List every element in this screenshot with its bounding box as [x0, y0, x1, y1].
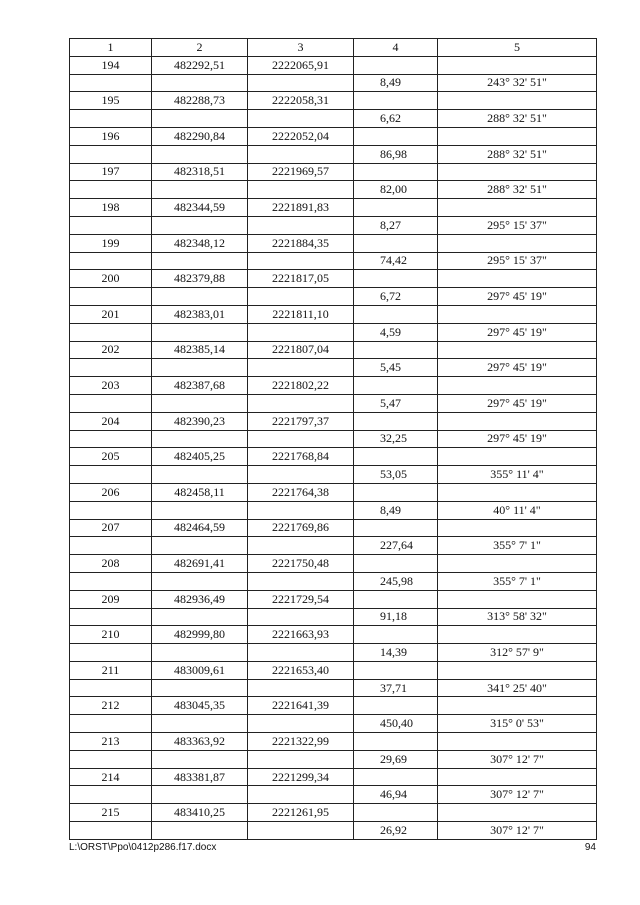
- cell-x-coordinate: 482383,01: [152, 305, 248, 323]
- table-row: [70, 572, 597, 590]
- cell-y-coordinate: [248, 715, 354, 733]
- cell-bearing: [438, 768, 597, 786]
- cell-bearing: 288° 32' 51": [438, 181, 597, 199]
- cell-point-number: [70, 572, 152, 590]
- cell-distance: [354, 377, 438, 395]
- cell-bearing: 40° 11' 4": [438, 501, 597, 519]
- cell-distance: 245,98: [354, 572, 438, 590]
- cell-distance: [354, 519, 438, 537]
- cell-y-coordinate: 2221261,95: [248, 804, 354, 822]
- table-row: [70, 74, 597, 92]
- cell-x-coordinate: 482458,11: [152, 483, 248, 501]
- cell-bearing: 297° 45' 19": [438, 288, 597, 306]
- cell-bearing: [438, 341, 597, 359]
- cell-y-coordinate: [248, 145, 354, 163]
- cell-y-coordinate: [248, 750, 354, 768]
- cell-y-coordinate: [248, 359, 354, 377]
- cell-point-number: 215: [70, 804, 152, 822]
- table-row: [70, 145, 597, 163]
- table-row: [70, 448, 597, 466]
- cell-x-coordinate: [152, 537, 248, 555]
- cell-x-coordinate: [152, 644, 248, 662]
- cell-distance: 14,39: [354, 644, 438, 662]
- cell-bearing: [438, 590, 597, 608]
- cell-point-number: [70, 644, 152, 662]
- table-row: [70, 608, 597, 626]
- cell-x-coordinate: 482387,68: [152, 377, 248, 395]
- cell-bearing: 288° 32' 51": [438, 110, 597, 128]
- cell-x-coordinate: [152, 715, 248, 733]
- cell-x-coordinate: 482318,51: [152, 163, 248, 181]
- table-row: [70, 127, 597, 145]
- cell-y-coordinate: [248, 572, 354, 590]
- cell-x-coordinate: 482385,14: [152, 341, 248, 359]
- cell-y-coordinate: [248, 786, 354, 804]
- table-row: [70, 661, 597, 679]
- cell-point-number: 212: [70, 697, 152, 715]
- cell-point-number: 199: [70, 234, 152, 252]
- cell-y-coordinate: [248, 323, 354, 341]
- cell-y-coordinate: 2222052,04: [248, 127, 354, 145]
- cell-distance: 82,00: [354, 181, 438, 199]
- cell-bearing: [438, 733, 597, 751]
- cell-x-coordinate: 482379,88: [152, 270, 248, 288]
- table-row: [70, 234, 597, 252]
- cell-y-coordinate: [248, 394, 354, 412]
- table-row: [70, 305, 597, 323]
- column-header-3: 3: [248, 39, 354, 57]
- cell-y-coordinate: [248, 181, 354, 199]
- cell-x-coordinate: [152, 216, 248, 234]
- cell-distance: [354, 412, 438, 430]
- cell-x-coordinate: 483381,87: [152, 768, 248, 786]
- footer-file-path: L:\ORST\Ppo\0412p286.f17.docx: [69, 842, 217, 853]
- table-row: [70, 288, 597, 306]
- cell-point-number: [70, 394, 152, 412]
- cell-point-number: 209: [70, 590, 152, 608]
- cell-x-coordinate: 482348,12: [152, 234, 248, 252]
- cell-distance: [354, 448, 438, 466]
- cell-y-coordinate: [248, 466, 354, 484]
- cell-distance: 29,69: [354, 750, 438, 768]
- cell-distance: [354, 92, 438, 110]
- cell-y-coordinate: 2221817,05: [248, 270, 354, 288]
- cell-point-number: 196: [70, 127, 152, 145]
- cell-y-coordinate: [248, 501, 354, 519]
- cell-point-number: 198: [70, 199, 152, 217]
- cell-point-number: [70, 216, 152, 234]
- cell-bearing: 295° 15' 37": [438, 216, 597, 234]
- cell-bearing: [438, 555, 597, 573]
- cell-x-coordinate: [152, 608, 248, 626]
- cell-point-number: 208: [70, 555, 152, 573]
- cell-x-coordinate: [152, 252, 248, 270]
- cell-y-coordinate: [248, 252, 354, 270]
- table-row: [70, 768, 597, 786]
- cell-x-coordinate: [152, 394, 248, 412]
- cell-x-coordinate: [152, 323, 248, 341]
- cell-y-coordinate: 2222058,31: [248, 92, 354, 110]
- cell-x-coordinate: 482290,84: [152, 127, 248, 145]
- cell-x-coordinate: 482344,59: [152, 199, 248, 217]
- cell-bearing: 297° 45' 19": [438, 323, 597, 341]
- cell-bearing: 297° 45' 19": [438, 359, 597, 377]
- table-row: [70, 519, 597, 537]
- coordinates-table: [69, 38, 597, 840]
- cell-bearing: 297° 45' 19": [438, 430, 597, 448]
- cell-point-number: [70, 466, 152, 484]
- cell-y-coordinate: 2221884,35: [248, 234, 354, 252]
- table-row: [70, 323, 597, 341]
- cell-bearing: [438, 626, 597, 644]
- cell-x-coordinate: [152, 74, 248, 92]
- table-row: [70, 359, 597, 377]
- table-row: [70, 252, 597, 270]
- cell-point-number: [70, 359, 152, 377]
- cell-bearing: [438, 92, 597, 110]
- cell-y-coordinate: 2221653,40: [248, 661, 354, 679]
- table-row: [70, 644, 597, 662]
- table-row: [70, 181, 597, 199]
- cell-bearing: 243° 32' 51": [438, 74, 597, 92]
- cell-point-number: 204: [70, 412, 152, 430]
- table-row: [70, 501, 597, 519]
- cell-distance: [354, 555, 438, 573]
- cell-point-number: 194: [70, 56, 152, 74]
- cell-x-coordinate: [152, 359, 248, 377]
- cell-bearing: 307° 12' 7": [438, 786, 597, 804]
- cell-point-number: [70, 110, 152, 128]
- table-row: [70, 555, 597, 573]
- cell-distance: [354, 768, 438, 786]
- cell-bearing: [438, 448, 597, 466]
- cell-y-coordinate: 2221764,38: [248, 483, 354, 501]
- cell-distance: 6,62: [354, 110, 438, 128]
- cell-distance: [354, 626, 438, 644]
- cell-y-coordinate: 2221969,57: [248, 163, 354, 181]
- cell-bearing: 307° 12' 7": [438, 750, 597, 768]
- cell-y-coordinate: 2221729,54: [248, 590, 354, 608]
- table-row: [70, 412, 597, 430]
- cell-distance: [354, 804, 438, 822]
- cell-point-number: [70, 501, 152, 519]
- cell-point-number: 211: [70, 661, 152, 679]
- cell-distance: 32,25: [354, 430, 438, 448]
- cell-bearing: [438, 127, 597, 145]
- cell-x-coordinate: 482999,80: [152, 626, 248, 644]
- cell-bearing: [438, 270, 597, 288]
- cell-x-coordinate: [152, 822, 248, 840]
- cell-y-coordinate: 2221891,83: [248, 199, 354, 217]
- cell-point-number: 213: [70, 733, 152, 751]
- cell-y-coordinate: 2221797,37: [248, 412, 354, 430]
- table-row: [70, 466, 597, 484]
- cell-bearing: 297° 45' 19": [438, 394, 597, 412]
- table-row: [70, 341, 597, 359]
- cell-y-coordinate: 2221811,10: [248, 305, 354, 323]
- cell-y-coordinate: [248, 679, 354, 697]
- cell-y-coordinate: 2222065,91: [248, 56, 354, 74]
- cell-distance: 37,71: [354, 679, 438, 697]
- cell-point-number: 203: [70, 377, 152, 395]
- cell-distance: [354, 163, 438, 181]
- cell-bearing: [438, 377, 597, 395]
- cell-bearing: 315° 0' 53": [438, 715, 597, 733]
- cell-y-coordinate: 2221299,34: [248, 768, 354, 786]
- cell-distance: [354, 199, 438, 217]
- cell-point-number: 205: [70, 448, 152, 466]
- cell-x-coordinate: 482390,23: [152, 412, 248, 430]
- cell-distance: 4,59: [354, 323, 438, 341]
- cell-point-number: [70, 750, 152, 768]
- cell-distance: 86,98: [354, 145, 438, 163]
- cell-bearing: [438, 234, 597, 252]
- cell-point-number: [70, 537, 152, 555]
- footer-page-number: 94: [584, 842, 596, 853]
- cell-x-coordinate: [152, 786, 248, 804]
- cell-point-number: [70, 786, 152, 804]
- cell-bearing: 355° 11' 4": [438, 466, 597, 484]
- cell-x-coordinate: [152, 750, 248, 768]
- table-row: [70, 92, 597, 110]
- cell-distance: 5,45: [354, 359, 438, 377]
- cell-distance: 8,27: [354, 216, 438, 234]
- table-row: [70, 786, 597, 804]
- cell-bearing: 307° 12' 7": [438, 822, 597, 840]
- cell-x-coordinate: [152, 145, 248, 163]
- cell-bearing: [438, 305, 597, 323]
- cell-x-coordinate: 483009,61: [152, 661, 248, 679]
- cell-bearing: [438, 56, 597, 74]
- cell-x-coordinate: [152, 110, 248, 128]
- cell-point-number: 210: [70, 626, 152, 644]
- table-row: [70, 430, 597, 448]
- cell-x-coordinate: 482464,59: [152, 519, 248, 537]
- cell-distance: 91,18: [354, 608, 438, 626]
- cell-point-number: 195: [70, 92, 152, 110]
- cell-point-number: [70, 181, 152, 199]
- cell-point-number: [70, 608, 152, 626]
- cell-distance: [354, 270, 438, 288]
- cell-y-coordinate: 2221663,93: [248, 626, 354, 644]
- table-row: [70, 697, 597, 715]
- column-header-1: 1: [70, 39, 152, 57]
- table-row: [70, 56, 597, 74]
- cell-x-coordinate: [152, 679, 248, 697]
- cell-bearing: 341° 25' 40": [438, 679, 597, 697]
- cell-bearing: 312° 57' 9": [438, 644, 597, 662]
- cell-point-number: [70, 145, 152, 163]
- cell-distance: [354, 56, 438, 74]
- table-row: [70, 110, 597, 128]
- cell-y-coordinate: 2221641,39: [248, 697, 354, 715]
- cell-y-coordinate: 2221807,04: [248, 341, 354, 359]
- cell-distance: 227,64: [354, 537, 438, 555]
- cell-point-number: [70, 288, 152, 306]
- table-row: [70, 199, 597, 217]
- cell-distance: 8,49: [354, 74, 438, 92]
- cell-bearing: [438, 519, 597, 537]
- table-row: [70, 483, 597, 501]
- cell-bearing: [438, 661, 597, 679]
- cell-bearing: [438, 697, 597, 715]
- table-row: [70, 822, 597, 840]
- cell-y-coordinate: 2221750,48: [248, 555, 354, 573]
- cell-distance: [354, 483, 438, 501]
- cell-y-coordinate: [248, 537, 354, 555]
- column-header-2: 2: [152, 39, 248, 57]
- table-row: [70, 679, 597, 697]
- cell-x-coordinate: [152, 572, 248, 590]
- cell-x-coordinate: 483045,35: [152, 697, 248, 715]
- cell-distance: [354, 305, 438, 323]
- table-row: [70, 377, 597, 395]
- cell-distance: [354, 234, 438, 252]
- cell-y-coordinate: [248, 430, 354, 448]
- cell-bearing: 355° 7' 1": [438, 572, 597, 590]
- table-row: [70, 590, 597, 608]
- cell-bearing: [438, 804, 597, 822]
- cell-y-coordinate: 2221802,22: [248, 377, 354, 395]
- cell-y-coordinate: 2221768,84: [248, 448, 354, 466]
- cell-y-coordinate: 2221322,99: [248, 733, 354, 751]
- table-row: [70, 270, 597, 288]
- cell-bearing: 288° 32' 51": [438, 145, 597, 163]
- cell-x-coordinate: [152, 501, 248, 519]
- table-header-row: [70, 39, 597, 57]
- cell-y-coordinate: [248, 110, 354, 128]
- table-row: [70, 715, 597, 733]
- cell-x-coordinate: [152, 430, 248, 448]
- cell-x-coordinate: 482292,51: [152, 56, 248, 74]
- cell-y-coordinate: [248, 644, 354, 662]
- cell-distance: [354, 661, 438, 679]
- cell-bearing: [438, 199, 597, 217]
- cell-x-coordinate: 483410,25: [152, 804, 248, 822]
- cell-distance: 26,92: [354, 822, 438, 840]
- table-row: [70, 537, 597, 555]
- table-body: [70, 56, 597, 839]
- cell-x-coordinate: [152, 181, 248, 199]
- cell-x-coordinate: [152, 466, 248, 484]
- cell-point-number: 200: [70, 270, 152, 288]
- table-row: [70, 804, 597, 822]
- cell-point-number: [70, 252, 152, 270]
- cell-x-coordinate: 482288,73: [152, 92, 248, 110]
- cell-x-coordinate: 482691,41: [152, 555, 248, 573]
- cell-distance: 74,42: [354, 252, 438, 270]
- cell-point-number: 207: [70, 519, 152, 537]
- cell-distance: 46,94: [354, 786, 438, 804]
- cell-point-number: [70, 822, 152, 840]
- cell-point-number: 202: [70, 341, 152, 359]
- cell-bearing: 355° 7' 1": [438, 537, 597, 555]
- column-header-4: 4: [354, 39, 438, 57]
- cell-distance: 53,05: [354, 466, 438, 484]
- cell-point-number: [70, 715, 152, 733]
- cell-distance: [354, 590, 438, 608]
- cell-y-coordinate: [248, 74, 354, 92]
- table-row: [70, 216, 597, 234]
- cell-bearing: 313° 58' 32": [438, 608, 597, 626]
- table-row: [70, 163, 597, 181]
- cell-y-coordinate: [248, 822, 354, 840]
- table-row: [70, 394, 597, 412]
- cell-point-number: [70, 679, 152, 697]
- cell-point-number: 197: [70, 163, 152, 181]
- cell-x-coordinate: 482936,49: [152, 590, 248, 608]
- cell-point-number: 201: [70, 305, 152, 323]
- cell-y-coordinate: [248, 288, 354, 306]
- column-header-5: 5: [438, 39, 597, 57]
- cell-point-number: 206: [70, 483, 152, 501]
- cell-point-number: [70, 430, 152, 448]
- table-row: [70, 626, 597, 644]
- cell-point-number: 214: [70, 768, 152, 786]
- cell-x-coordinate: 482405,25: [152, 448, 248, 466]
- cell-x-coordinate: 483363,92: [152, 733, 248, 751]
- cell-bearing: [438, 163, 597, 181]
- cell-y-coordinate: 2221769,86: [248, 519, 354, 537]
- cell-distance: [354, 341, 438, 359]
- cell-distance: [354, 127, 438, 145]
- cell-bearing: [438, 412, 597, 430]
- cell-bearing: 295° 15' 37": [438, 252, 597, 270]
- cell-distance: [354, 733, 438, 751]
- cell-distance: 8,49: [354, 501, 438, 519]
- table-row: [70, 733, 597, 751]
- cell-point-number: [70, 323, 152, 341]
- cell-distance: [354, 697, 438, 715]
- cell-distance: 5,47: [354, 394, 438, 412]
- table-row: [70, 750, 597, 768]
- cell-distance: 6,72: [354, 288, 438, 306]
- cell-distance: 450,40: [354, 715, 438, 733]
- cell-point-number: [70, 74, 152, 92]
- cell-bearing: [438, 483, 597, 501]
- cell-x-coordinate: [152, 288, 248, 306]
- cell-y-coordinate: [248, 608, 354, 626]
- cell-y-coordinate: [248, 216, 354, 234]
